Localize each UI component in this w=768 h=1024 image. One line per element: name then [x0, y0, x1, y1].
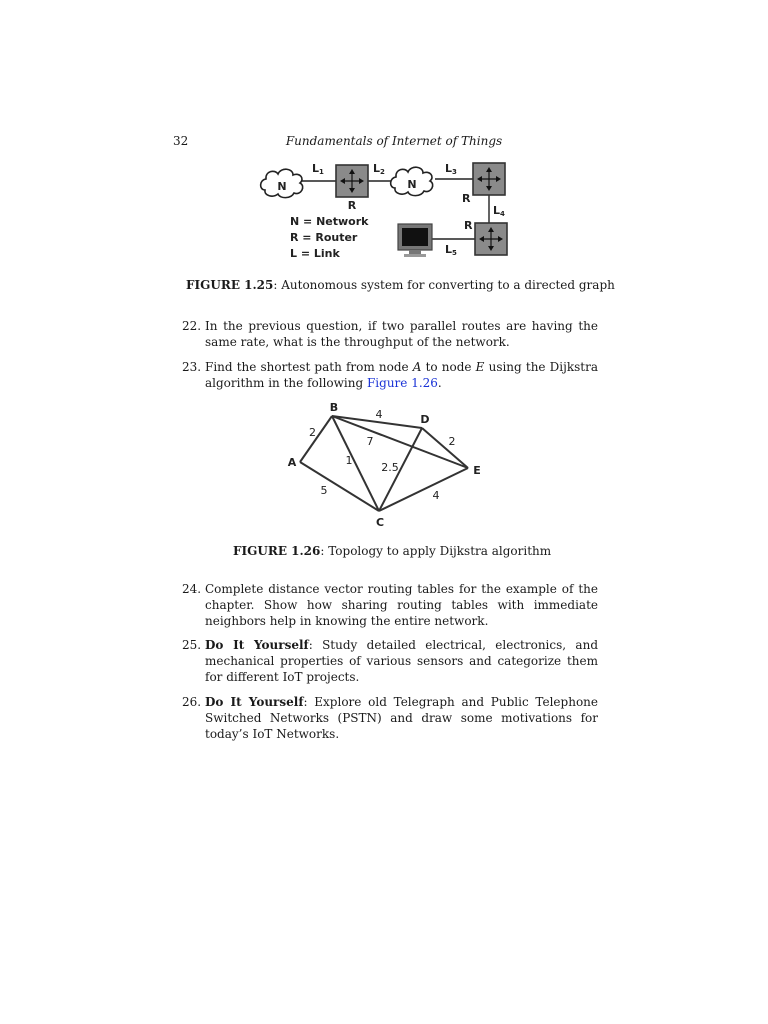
- node-c: C: [375, 516, 385, 529]
- legend-link: L = Link: [290, 247, 340, 260]
- link-label: L5: [445, 243, 457, 257]
- edge-ab: [300, 416, 332, 462]
- router-label: R: [347, 199, 357, 212]
- figure-caption: FIGURE 1.26: Topology to apply Dijkstra algorithm: [233, 544, 552, 558]
- link-label: L4: [493, 204, 505, 218]
- link-label: L3: [445, 162, 457, 176]
- legend-network: N = Network: [290, 215, 369, 228]
- router-icon: [336, 165, 368, 197]
- edge-weight: 2: [448, 435, 456, 448]
- node-d: D: [420, 413, 430, 426]
- figure-link[interactable]: Figure 1.26: [366, 376, 438, 390]
- page-number: 32: [173, 134, 189, 148]
- network-label: N: [277, 180, 287, 193]
- router-icon: [473, 163, 505, 195]
- edge-weight: 5: [320, 484, 328, 497]
- question-22: 22. In the previous question, if two parallel routes are having the same rate, what is the throughput of the network.: [182, 319, 598, 349]
- node-e: E: [473, 464, 481, 477]
- edge-weight: 4: [375, 408, 383, 421]
- node-a: A: [287, 456, 297, 469]
- link-label: L2: [373, 162, 385, 176]
- question-26: 26. Do It Yourself: Explore old Telegraph and Public Telephone Switched Networks (PSTN) and draw some motivations for today’s IoT Networks.: [182, 695, 598, 741]
- question-25: 25. Do It Yourself: Study detailed electrical, electronics, and mechanical properties of various sensors and categorize them for different IoT projects.: [182, 638, 598, 684]
- edge-weight: 2.5: [381, 461, 399, 474]
- edge-weight: 1: [345, 454, 353, 467]
- network-label: N: [407, 178, 417, 191]
- running-title: Fundamentals of Internet of Things: [285, 134, 503, 148]
- legend-router: R = Router: [290, 231, 358, 244]
- link-label: L1: [312, 162, 324, 176]
- router-label: R: [462, 192, 471, 205]
- edge-ce: [379, 468, 468, 511]
- router-label: R: [464, 219, 473, 232]
- node-b: B: [329, 401, 339, 414]
- edge-weight: 4: [432, 489, 440, 502]
- edge-de: [422, 428, 468, 468]
- figure-1-26-graph: [280, 398, 490, 533]
- edge-weight: 2: [309, 426, 316, 439]
- question-24: 24. Complete distance vector routing tables for the example of the chapter. Show how sharing routing tables with immediate neighbors help in knowing the entire network.: [182, 582, 598, 628]
- question-23: 23. Find the shortest path from node A to node E using the Dijkstra algorithm in the following Figure 1.26.: [182, 360, 598, 390]
- figure-1-25-diagram: [255, 155, 520, 267]
- computer-icon: [398, 224, 432, 257]
- edge-weight: 7: [366, 435, 374, 448]
- router-icon: [475, 223, 507, 255]
- figure-caption: FIGURE 1.25: Autonomous system for converting to a directed graph: [186, 278, 615, 292]
